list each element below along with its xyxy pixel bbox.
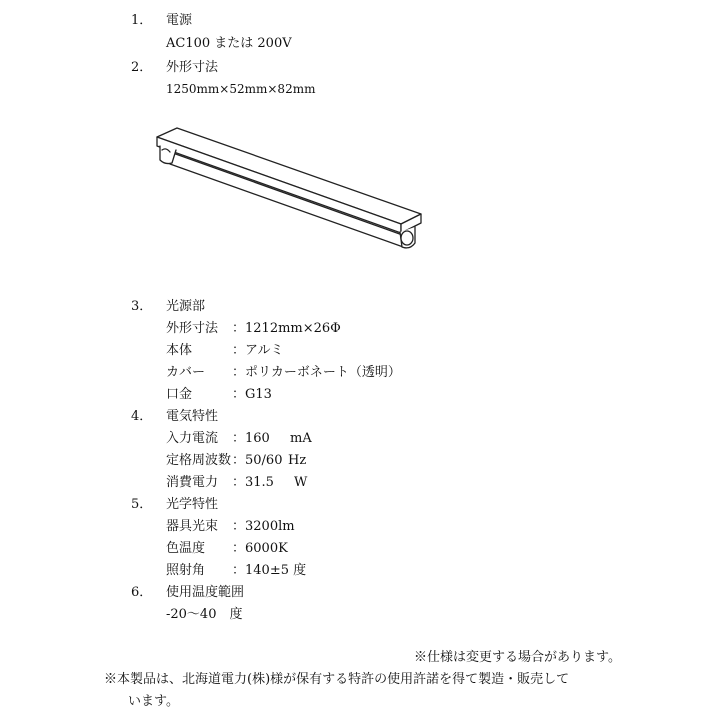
power-consumption-unit: W <box>294 475 308 490</box>
base-label: 口金 <box>166 387 193 402</box>
input-current-label: 入力電流 <box>166 431 219 446</box>
light-source-dimensions-value: ：1212mm×26Φ <box>232 321 341 336</box>
section-3-number: 3． <box>131 299 153 314</box>
power-supply-value: AC100 または 200V <box>166 36 292 51</box>
cover-label: カバー <box>166 365 206 380</box>
rated-frequency-value: ：50/60 <box>232 453 283 468</box>
section-1-title: 電源 <box>166 13 193 28</box>
section-5-number: 5． <box>131 497 153 512</box>
section-2-title: 外形寸法 <box>166 60 219 75</box>
section-3-title: 光源部 <box>166 299 206 314</box>
operating-temperature-value: -20～40 度 <box>166 607 243 622</box>
section-6-title: 使用温度範囲 <box>166 585 245 600</box>
input-current-unit: mA <box>290 431 312 446</box>
color-temperature-value: ：6000K <box>232 541 288 556</box>
section-1-number: 1． <box>131 13 153 28</box>
luminous-flux-label: 器具光束 <box>166 519 219 534</box>
light-source-dimensions-label: 外形寸法 <box>166 321 219 336</box>
rated-frequency-unit: Hz <box>288 453 307 468</box>
section-2-number: 2． <box>131 60 153 75</box>
luminous-flux-value: ：3200lm <box>232 519 295 534</box>
beam-angle-label: 照射角 <box>166 563 206 578</box>
patent-note-line-1: ※本製品は、北海道電力(株)様が保有する特許の使用許諾を得て製造・販売して <box>104 672 570 687</box>
power-consumption-value: ：31.5 <box>232 475 274 490</box>
input-current-value: ：160 <box>232 431 270 446</box>
color-temperature-label: 色温度 <box>166 541 206 556</box>
section-5-title: 光学特性 <box>166 497 219 512</box>
patent-note-line-2: います。 <box>128 694 179 709</box>
cover-value: ：ポリカーボネート（透明） <box>232 365 401 380</box>
base-value: ：G13 <box>232 387 272 402</box>
spec-change-note: ※仕様は変更する場合があります。 <box>414 650 621 665</box>
section-6-number: 6． <box>131 585 153 600</box>
body-label: 本体 <box>166 343 193 358</box>
section-4-title: 電気特性 <box>166 409 219 424</box>
body-value: ：アルミ <box>232 343 284 358</box>
beam-angle-value: ：140±5 度 <box>232 563 307 578</box>
power-consumption-label: 消費電力 <box>166 475 219 490</box>
dimensions-value: 1250mm×52mm×82mm <box>166 82 316 96</box>
section-4-number: 4． <box>131 409 153 424</box>
rated-frequency-label: 定格周波数 <box>166 453 232 468</box>
